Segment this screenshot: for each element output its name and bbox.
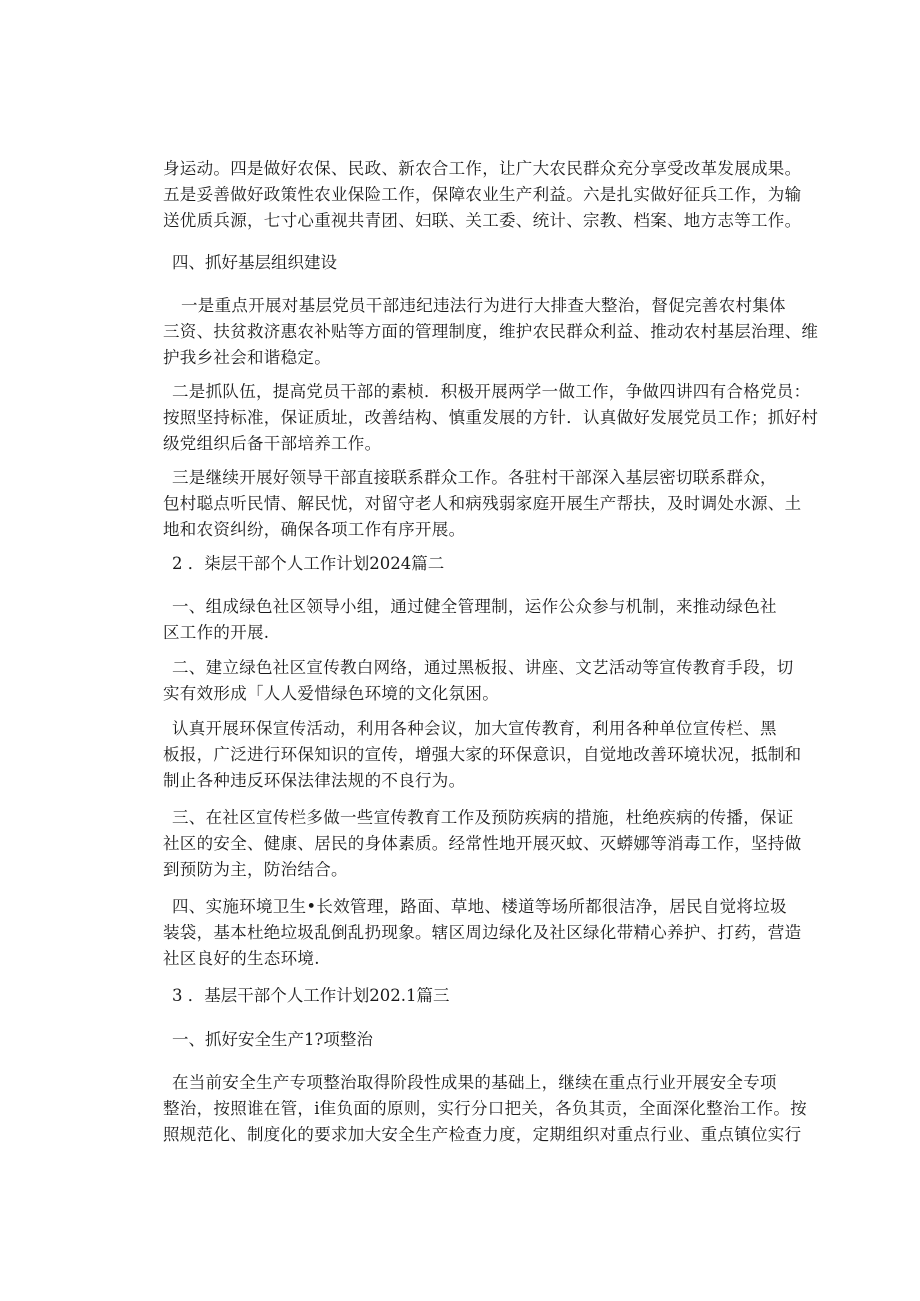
text-line: 认真开展环保宣传活动，利用各种会议，加大宣传教育，利用各种单位宣传栏、黑	[172, 719, 777, 738]
paragraph-rural-work	[163, 156, 802, 234]
text-line: 一、组成绿色社区领导小组，通过健全管理制，运作公众参与机制，来推动绿色社	[172, 597, 777, 616]
section-heading-safety: 一、抓好安全生产1?项整治	[172, 1030, 373, 1049]
text-line: 装袋，基本杜绝垃圾乱倒乱扔现象。辖区周边绿化及社区绿化带精心养护、打药，营造	[163, 923, 802, 942]
text-line: 二是抓队伍，提高党员干部的素桢．积极开展两学一做工作，争做四讲四有合格党员：	[172, 382, 811, 401]
text-line: 三是继续开展好领导干部直接联系群众工作。各驻村干部深入基层密切联系群众，	[172, 468, 777, 487]
text-line: 地和农资纠纷，确保各项工作有序开展。	[163, 520, 466, 539]
paragraph-disease-prevention	[163, 805, 802, 883]
text-line: 三资、扶贫救济惠农补贴等方面的管理制度，维护农民群众利益、推动农村基层治理、维	[163, 322, 819, 341]
paragraph-rectification	[163, 293, 819, 371]
text-line: 制止各种违反环保法律法规的不良行为。	[163, 771, 466, 790]
text-line: 到预防为主，防治结合。	[163, 860, 348, 879]
paragraph-sanitation	[163, 894, 802, 972]
text-line: 实有效形成「人人爱惜绿色环境的文化氛困。	[163, 684, 499, 703]
paragraph-green-network	[163, 655, 794, 707]
text-line: 三、在社区宣传栏多做一些宣传教育工作及预防疾病的措施，杜绝疾病的传播，保证	[172, 808, 794, 827]
section-heading-plan-two: 2 ．柒层干部个人工作计划2024篇二	[172, 554, 445, 573]
paragraph-green-leadership	[163, 594, 785, 646]
text-line: 四、实施环境卫生•长效管理，路面、草地、楼道等场所都很洁净，居民自觉将垃圾	[172, 897, 787, 916]
text-line: 包村聪点听民情、解民忧，对留守老人和病残弱家庭开展生产帮扶，及时调处水源、土	[163, 494, 802, 513]
section-heading-grassroots: 四、抓好基层组织建设	[172, 253, 337, 272]
text-line: 身运动。四是做好农保、民政、新农合工作，让广大农民群众充分享受改革发展成果。	[163, 159, 802, 178]
text-line: 五是妥善做好政策性农业保险工作，保障农业生产利益。六是扎实做好征兵工作，为输	[163, 185, 802, 204]
text-line: 二、建立绿色社区宣传教白网络，通过黑板报、讲座、文艺活动等宣传教育手段，切	[172, 658, 794, 677]
text-line: 社区良好的生态环境.	[163, 949, 320, 968]
paragraph-mass-contact	[163, 465, 802, 543]
section-heading-plan-three: 3 ．基层干部个人工作计划202.1篇三	[172, 986, 450, 1005]
text-line: 送优质兵源，七寸心重视共青团、妇联、关工委、统计、宗教、档案、地方志等工作。	[163, 211, 802, 230]
text-line: 整治，按照谁在管，i隹负面的原则，实行分口把关，各负其贡，全面深化整治工作。按	[163, 1099, 807, 1118]
text-line: 级党组织后备干部培养工作。	[163, 434, 382, 453]
text-line: 护我乡社会和谐稳定。	[163, 348, 331, 367]
paragraph-environment-promo	[163, 716, 802, 794]
text-line: 区工作的开展.	[163, 623, 270, 642]
text-line: 按照坚持标准，保证质址，改善结构、慎重发展的方针．认真做好发展党员工作；抓好村	[163, 408, 819, 427]
text-line: 板报，广泛进行环保知识的宣传，增强大家的环保意识，自觉地改善环境状况，抵制和	[163, 745, 802, 764]
text-line: 在当前安全生产专项整治取得阶段性成果的基础上，继续在重点行业开展安全专项	[172, 1073, 777, 1092]
text-line: 照规范化、制度化的要求加大安全生产检查力度，定期组织对重点行业、重点镇位实行	[163, 1125, 802, 1144]
text-line: 一是重点开展对基层党员干部违纪违法行为进行大排查大整治，督促完善农村集体	[181, 296, 786, 315]
paragraph-safety-rectification	[163, 1070, 807, 1148]
text-line: 社区的安全、健康、居民的身体素质。经常性地开展灭蚊、灭蟒娜等消毒工作，坚持做	[163, 834, 802, 853]
paragraph-team-building	[163, 379, 819, 457]
